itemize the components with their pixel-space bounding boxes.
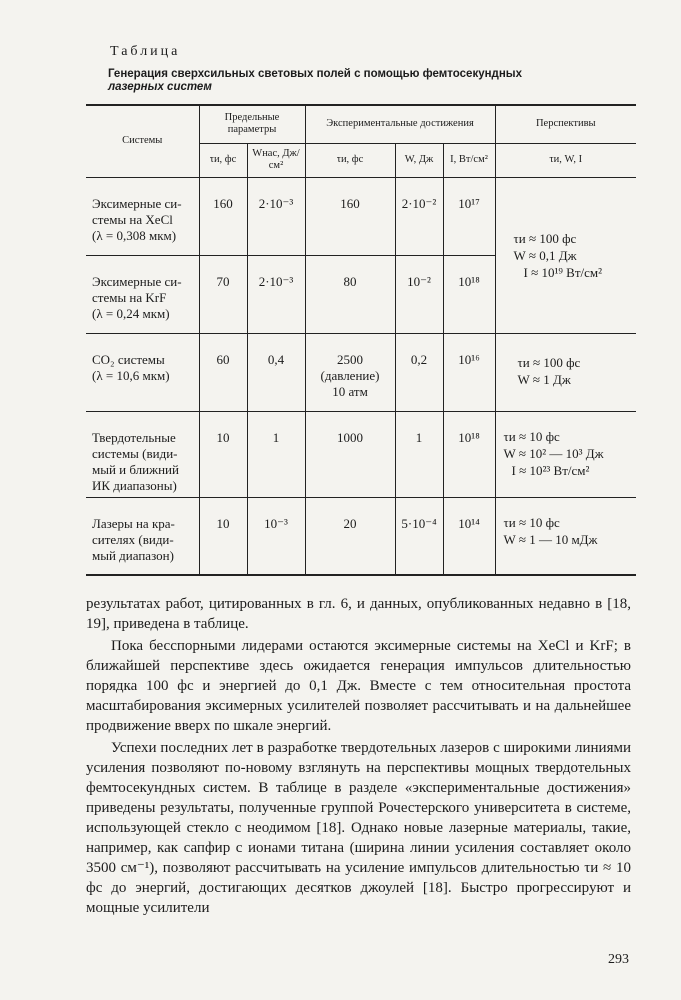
w-exp-krf: 10⁻² xyxy=(395,255,443,333)
prospects-dye: τи ≈ 10 фс W ≈ 1 — 10 мДж xyxy=(495,497,636,575)
prospects-co2: τи ≈ 100 фс W ≈ 1 Дж xyxy=(495,333,636,411)
prospects-solid-state: τи ≈ 10 фс W ≈ 10² — 10³ Дж I ≈ 10²³ Вт/см² xyxy=(495,411,636,497)
system-solid-state: Твердотельные системы (види- мый и ближний ИК диапазоны) xyxy=(86,411,199,497)
header-i-exp: I, Вт/см² xyxy=(443,143,495,177)
results-table xyxy=(86,104,636,576)
w-exp-xecl: 2·10⁻² xyxy=(395,177,443,255)
tau-exp-solid: 1000 xyxy=(305,411,395,497)
header-prospects: Перспективы xyxy=(495,105,636,143)
system-xecl: Эксимерные си- стемы на XeCl (λ = 0,308 мкм) xyxy=(86,177,199,255)
header-tau-exp: τи, фс xyxy=(305,143,395,177)
i-exp-dye: 10¹⁴ xyxy=(443,497,495,575)
paragraph-3: Успехи последних лет в разработке твердотельных лазеров с широкими линиями усиления позволяют по-новому взглянуть на перспективы мощных твердотельных фемтосекундных систем. В таблице в разделе «экспериментальные достижения» приведены результаты, полученные группой Рочестерского университета в системе, использующей стекло с неодимом [18]. Однако новые лазерные материалы, такие, например, как сапфир с ионами титана (ширина линии усиления составляет около 3500 см⁻¹), позволяют рассчитывать на усиление импульсов длительностью τи ≈ 10 фс до энергий, достигающих десятков джоулей [18]. Быстро прогрессируют и мощные усилители xyxy=(86,740,631,916)
paragraph-1: результатах работ, цитированных в гл. 6, и данных, опубликованных недавно в [18, 19], приведена в таблице. xyxy=(86,596,631,632)
caption-line-1: Генерация сверхсильных световых полей с помощью фемтосекундных xyxy=(108,68,523,80)
i-exp-xecl: 10¹⁷ xyxy=(443,177,495,255)
tau-limit-xecl: 160 xyxy=(199,177,247,255)
tau-limit-co2: 60 xyxy=(199,333,247,411)
tau-exp-krf: 80 xyxy=(305,255,395,333)
header-systems: Системы xyxy=(86,105,199,177)
header-w-sat: Wнас, Дж/см² xyxy=(247,143,305,177)
w-exp-solid: 1 xyxy=(395,411,443,497)
caption-line-2: лазерных систем xyxy=(108,81,212,93)
tau-exp-co2: 2500 (давление) 10 атм xyxy=(305,333,395,411)
prospects-excimer: τи ≈ 100 фс W ≈ 0,1 Дж I ≈ 10¹⁹ Вт/см² xyxy=(495,177,636,333)
system-krf: Эксимерные си- стемы на KrF (λ = 0,24 мкм) xyxy=(86,255,199,333)
w-exp-co2: 0,2 xyxy=(395,333,443,411)
paragraph-2: Пока бесспорными лидерами остаются эксимерные системы на XeCl и KrF; в ближайшей перспективе здесь ожидается генерация импульсов длительностью порядка 100 фс и энергией до 0,1 Дж. Вместе с тем относительная простота масштабирования эксимерных усилителей позволяет рассчитывать и на дальнейшее продвижение вверх по шкале энергий. xyxy=(86,638,631,734)
w-exp-dye: 5·10⁻⁴ xyxy=(395,497,443,575)
i-exp-co2: 10¹⁶ xyxy=(443,333,495,411)
w-sat-solid: 1 xyxy=(247,411,305,497)
table-caption xyxy=(108,68,598,94)
header-w-exp: W, Дж xyxy=(395,143,443,177)
header-limit-params: Предельные параметры xyxy=(199,105,305,143)
system-dye: Лазеры на кра- сителях (види- мый диапазон) xyxy=(86,497,199,575)
page-number: 293 xyxy=(608,952,629,967)
i-exp-krf: 10¹⁸ xyxy=(443,255,495,333)
tau-limit-krf: 70 xyxy=(199,255,247,333)
header-prospects-sub: τи, W, I xyxy=(495,143,636,177)
header-experimental: Экспериментальные достижения xyxy=(305,105,495,143)
table-label: Таблица xyxy=(110,44,181,59)
i-exp-solid: 10¹⁸ xyxy=(443,411,495,497)
tau-limit-solid: 10 xyxy=(199,411,247,497)
w-sat-dye: 10⁻³ xyxy=(247,497,305,575)
tau-exp-xecl: 160 xyxy=(305,177,395,255)
tau-limit-dye: 10 xyxy=(199,497,247,575)
w-sat-co2: 0,4 xyxy=(247,333,305,411)
body-text xyxy=(86,594,631,918)
system-co2: CO₂ системы (λ = 10,6 мкм) xyxy=(86,333,199,411)
w-sat-xecl: 2·10⁻³ xyxy=(247,177,305,255)
tau-exp-dye: 20 xyxy=(305,497,395,575)
header-tau-limit: τи, фс xyxy=(199,143,247,177)
w-sat-krf: 2·10⁻³ xyxy=(247,255,305,333)
